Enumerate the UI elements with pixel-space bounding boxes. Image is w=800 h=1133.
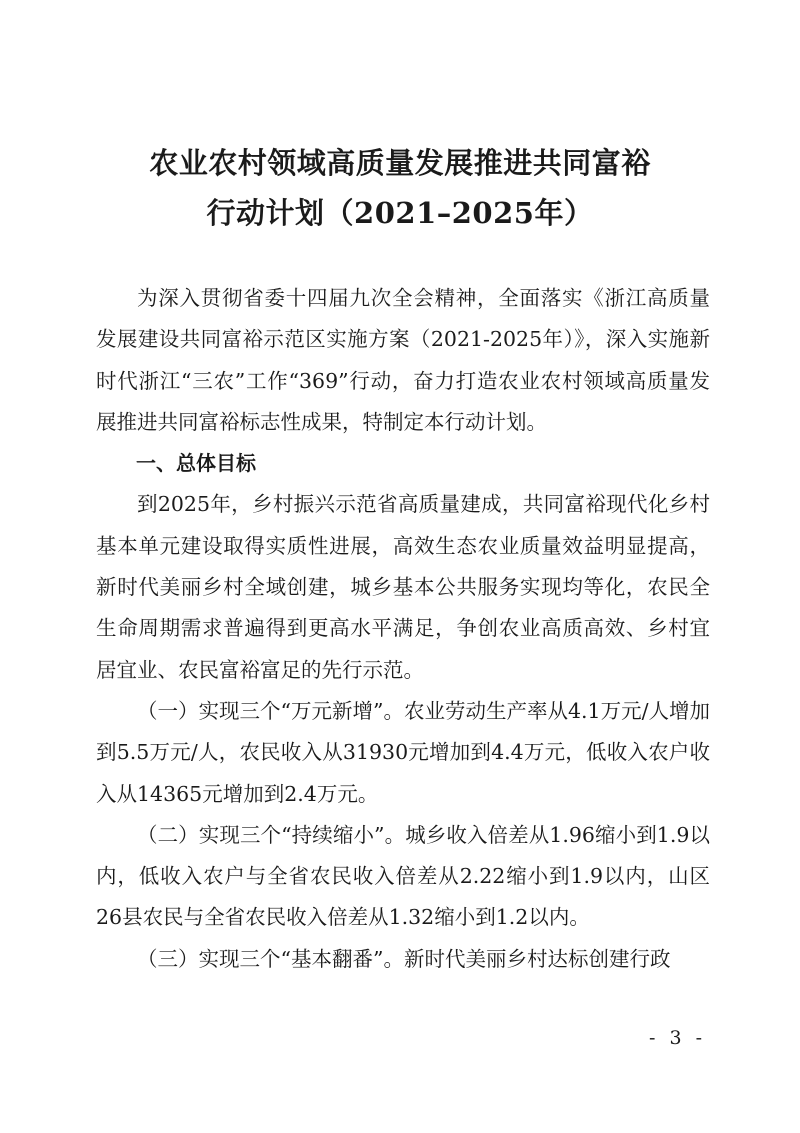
goal-item-3: （三）实现三个“基本翻番”。新时代美丽乡村达标创建行政 <box>137 946 671 971</box>
goal-item-2: （二）实现三个“持续缩小”。城乡收入倍差从1.96缩小到1.9以内，低收入农户与全省农民收入倍差从2.22缩小到1.9以内，山区26县农民与全省农民收入倍差从1.32缩小到1.2以内。 <box>96 822 710 930</box>
page-number: - 3 - <box>648 1027 706 1049</box>
section-heading-overall-goal: 一、总体目标 <box>136 451 256 476</box>
goal-item-1: （一）实现三个“万元新增”。农业劳动生产率从4.1万元/人增加到5.5万元/人，农民收入从31930元增加到4.4万元，低收入农户收入从14365元增加到2.4万元。 <box>96 698 710 806</box>
overall-goal-paragraph: 到2025年，乡村振兴示范省高质量建成，共同富裕现代化乡村基本单元建设取得实质性进展，高效生态农业质量效益明显提高，新时代美丽乡村全域创建，城乡基本公共服务实现均等化，农民全生命周期需求普遍得到更高水平满足，争创农业高质高效、乡村宜居宜业、农民富裕富足的先行示范。 <box>96 492 710 682</box>
intro-paragraph: 为深入贯彻省委十四届九次全会精神，全面落实《浙江高质量发展建设共同富裕示范区实施方案（2021-2025年）》，深入实施新时代浙江“三农”工作“369”行动，奋力打造农业农村领域高质量发展推进共同富裕标志性成果，特制定本行动计划。 <box>96 286 710 434</box>
title-line-2: 行动计划（2021–2025年） <box>206 196 594 230</box>
title-line-1: 农业农村领域高质量发展推进共同富裕 <box>149 146 651 180</box>
document-body <box>96 278 710 980</box>
document-title <box>0 138 800 238</box>
